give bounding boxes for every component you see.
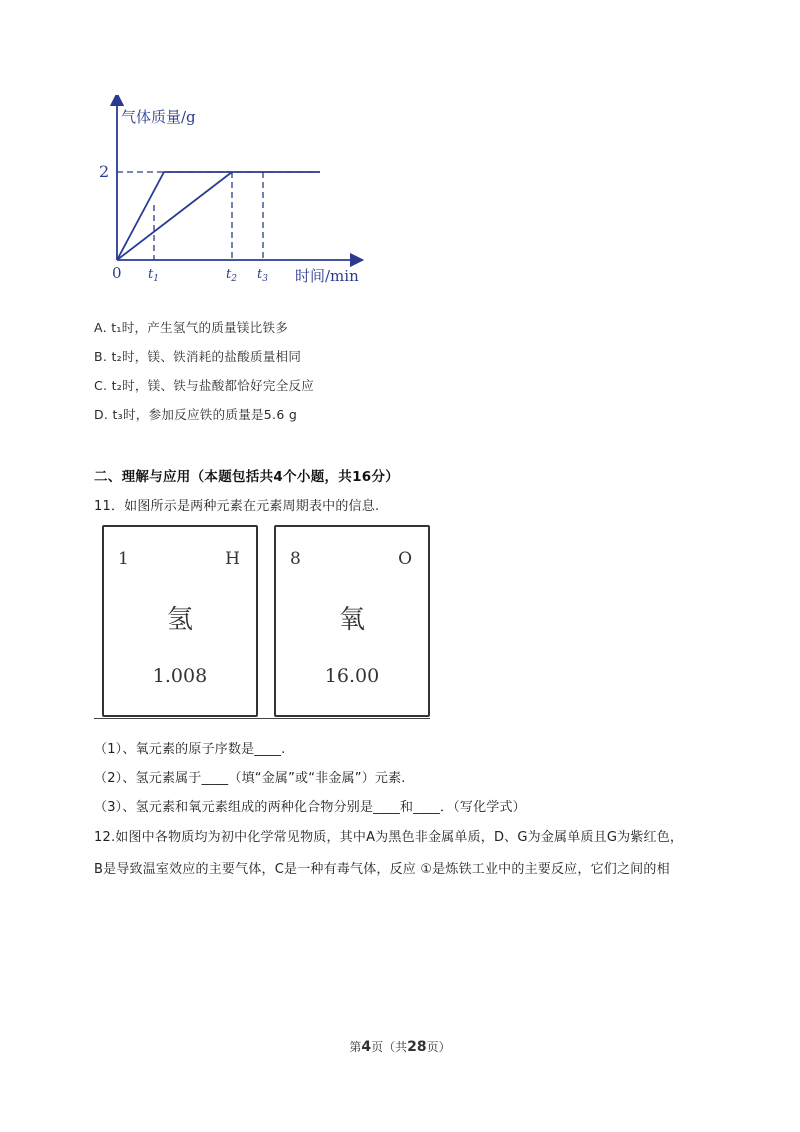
y-tick-2: 2 — [99, 162, 110, 181]
q11-stem: 11．如图所示是两种元素在元素周期表中的信息. — [94, 499, 380, 514]
option-c-text: t₂时，镁、铁与盐酸都恰好完全反应 — [111, 378, 315, 393]
series-fe-line — [117, 172, 232, 260]
x-tick-t3: $t_3$ — [257, 267, 268, 284]
option-b-text: t₂时，镁、铁消耗的盐酸质量相同 — [111, 349, 302, 364]
option-b-letter: B. — [94, 349, 108, 364]
option-a-letter: A. — [94, 320, 107, 335]
option-c — [94, 376, 314, 394]
option-a — [94, 318, 288, 336]
figure-baseline — [94, 718, 430, 719]
q11-sub1: （1）、氧元素的原子序数是____. — [94, 742, 286, 757]
atomic-number: 1 — [118, 549, 129, 569]
q12-line1: 12.如图中各物质均为初中化学常见物质，其中A为黑色非金属单质，D、G为金属单质且G为紫红色， — [94, 830, 684, 845]
q11-sub2: （2）、氢元素属于____（填“金属”或“非金属”）元素. — [94, 771, 406, 786]
footer-suffix: 页） — [426, 1040, 451, 1054]
q11-sub3: （3）、氢元素和氧元素组成的两种化合物分别是____和____．（写化学式） — [94, 800, 526, 815]
x-tick-t1: $t_1$ — [148, 267, 159, 284]
x-axis-label: 时间/min — [295, 267, 359, 285]
option-d — [94, 405, 297, 423]
footer-total-pages: 28 — [407, 1039, 427, 1055]
footer-middle: 页（共 — [371, 1040, 408, 1054]
mass-time-graph — [95, 95, 395, 295]
series-mg-line — [117, 172, 320, 260]
element-name: 氧 — [338, 605, 365, 635]
q12-line2: B是导致温室效应的主要气体，C是一种有毒气体，反应 ①是炼铁工业中的主要反应，它们之间的相 — [94, 862, 670, 877]
page-footer — [0, 1038, 800, 1055]
atomic-mass: 16.00 — [324, 665, 380, 687]
element-symbol: O — [398, 549, 412, 569]
origin-label: 0 — [112, 264, 122, 282]
x-tick-t2: $t_2$ — [226, 267, 237, 284]
footer-prefix: 第 — [349, 1040, 362, 1054]
atomic-number: 8 — [290, 549, 301, 569]
element-name: 氢 — [166, 605, 193, 635]
element-card-oxygen — [274, 525, 430, 717]
footer-page-number: 4 — [361, 1039, 372, 1055]
element-symbol: H — [225, 549, 240, 569]
y-axis-label: 气体质量/g — [121, 108, 196, 126]
option-b — [94, 347, 301, 365]
atomic-mass: 1.008 — [152, 665, 208, 687]
element-card-hydrogen — [102, 525, 258, 717]
section-title: 二、理解与应用（本题包括共4个小题，共16分） — [94, 469, 400, 485]
option-a-text: t₁时，产生氢气的质量镁比铁多 — [111, 320, 289, 335]
option-d-text: t₃时，参加反应铁的质量是5.6 g — [112, 407, 298, 422]
option-d-letter: D. — [94, 407, 109, 422]
option-c-letter: C. — [94, 378, 108, 393]
